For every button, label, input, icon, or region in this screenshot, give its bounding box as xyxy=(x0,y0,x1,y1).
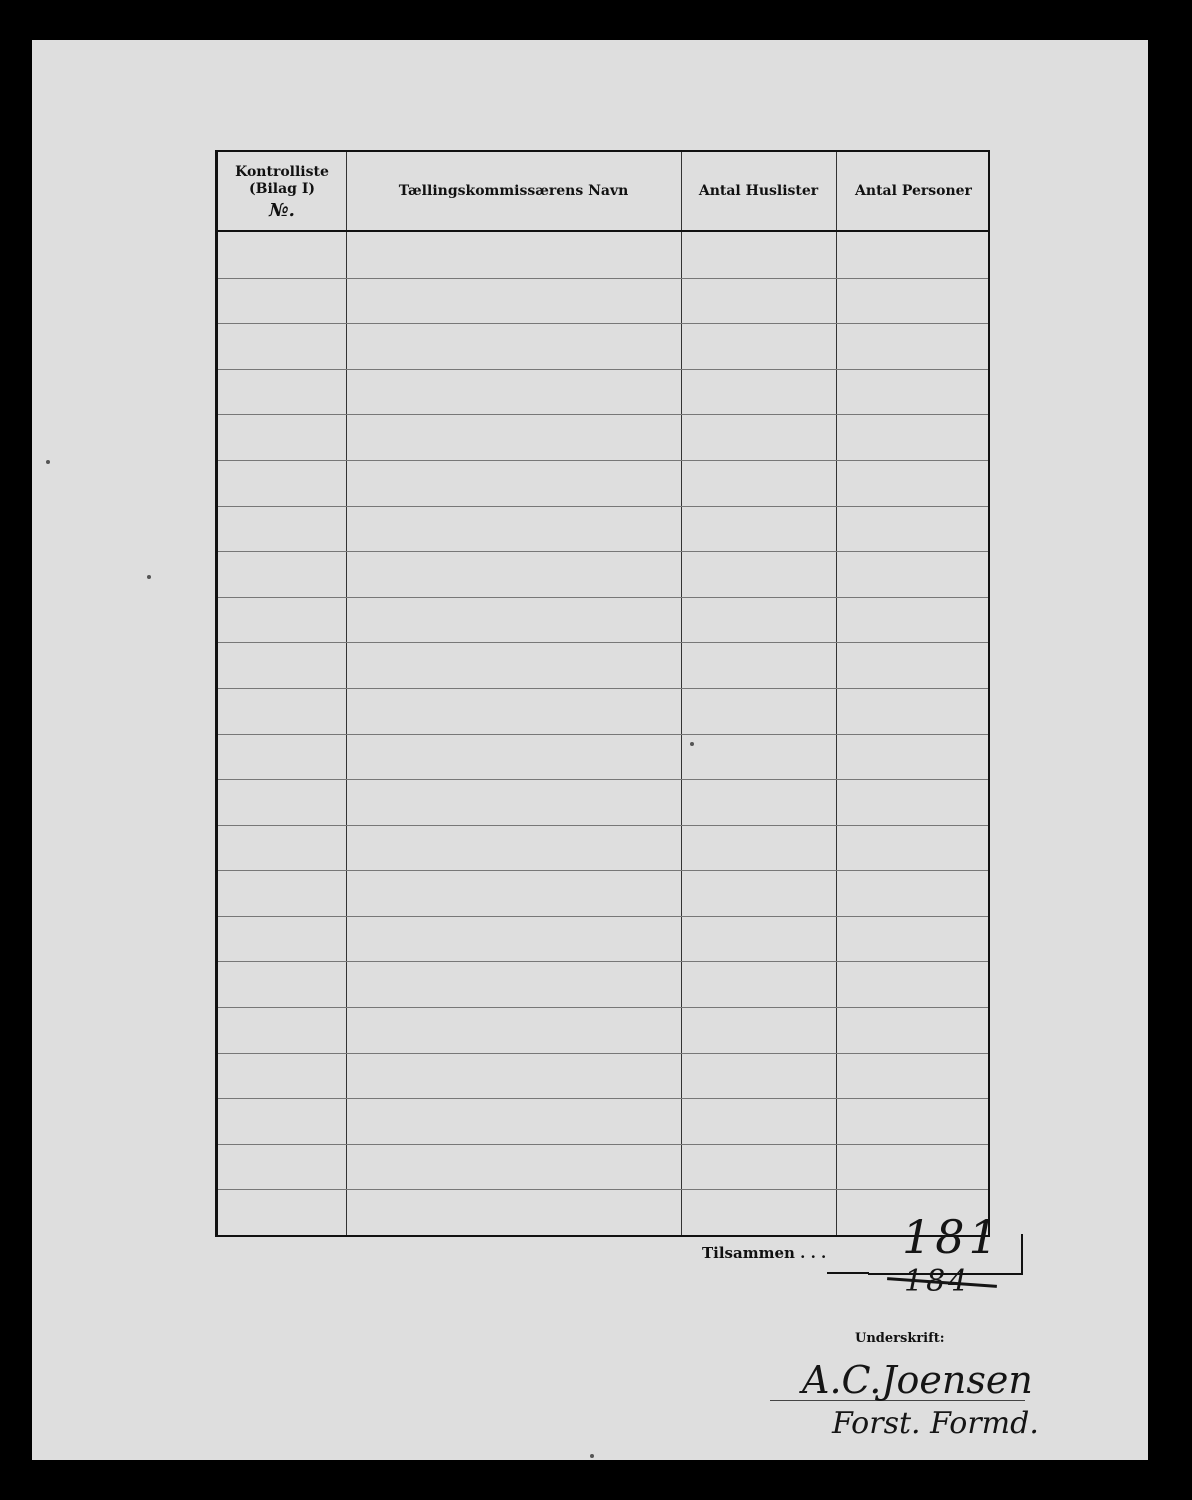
header-kontrolliste xyxy=(218,152,346,230)
column-divider xyxy=(346,152,347,1235)
handwritten-struck-total: 184 xyxy=(904,1264,971,1299)
table-row-divider xyxy=(218,551,988,552)
table-row-divider xyxy=(218,1053,988,1054)
header-commissioner-name xyxy=(346,152,681,230)
header-kontrolliste-line2: (Bilag I) xyxy=(248,180,315,197)
table-row-divider xyxy=(218,597,988,598)
column-divider xyxy=(836,152,837,1235)
table-row-divider xyxy=(218,506,988,507)
paper-speck xyxy=(147,575,151,579)
header-divider xyxy=(218,230,988,232)
table-row-divider xyxy=(218,460,988,461)
totals-label: Tilsammen . . . xyxy=(702,1244,827,1262)
table-row-divider xyxy=(218,825,988,826)
table-row-divider xyxy=(218,414,988,415)
paper-speck xyxy=(46,460,50,464)
table-row-divider xyxy=(218,734,988,735)
handwritten-signature-title: Forst. Formd. xyxy=(832,1406,1039,1441)
document-page xyxy=(32,40,1148,1460)
header-persons xyxy=(836,152,991,230)
table-row-divider xyxy=(218,369,988,370)
paper-speck xyxy=(590,1454,594,1458)
table-row-divider xyxy=(218,916,988,917)
table-row-divider xyxy=(218,961,988,962)
table-row-divider xyxy=(218,642,988,643)
header-kontrolliste-line1: Kontrolliste xyxy=(235,163,329,180)
census-summary-table xyxy=(215,150,990,1237)
table-row-divider xyxy=(218,688,988,689)
table-row-divider xyxy=(218,278,988,279)
handwritten-persons-total: 181 xyxy=(902,1210,1002,1264)
handwritten-signature-name: A.C.Joensen xyxy=(802,1358,1033,1402)
totals-underline xyxy=(827,1272,869,1274)
header-number-sign: №. xyxy=(269,199,295,221)
table-row-divider xyxy=(218,779,988,780)
header-household-lists xyxy=(681,152,836,230)
header-commissioner-name-label: Tællingskommissærens Navn xyxy=(398,182,629,199)
table-row-divider xyxy=(218,323,988,324)
column-divider xyxy=(681,152,682,1235)
table-row-divider xyxy=(218,1007,988,1008)
signature-label: Underskrift: xyxy=(855,1331,945,1346)
table-row-divider xyxy=(218,870,988,871)
table-row-divider xyxy=(218,1189,988,1190)
header-household-lists-label: Antal Huslister xyxy=(698,182,819,199)
table-row-divider xyxy=(218,1144,988,1145)
paper-speck xyxy=(690,742,694,746)
table-row-divider xyxy=(218,1098,988,1099)
header-persons-label: Antal Personer xyxy=(855,182,972,199)
